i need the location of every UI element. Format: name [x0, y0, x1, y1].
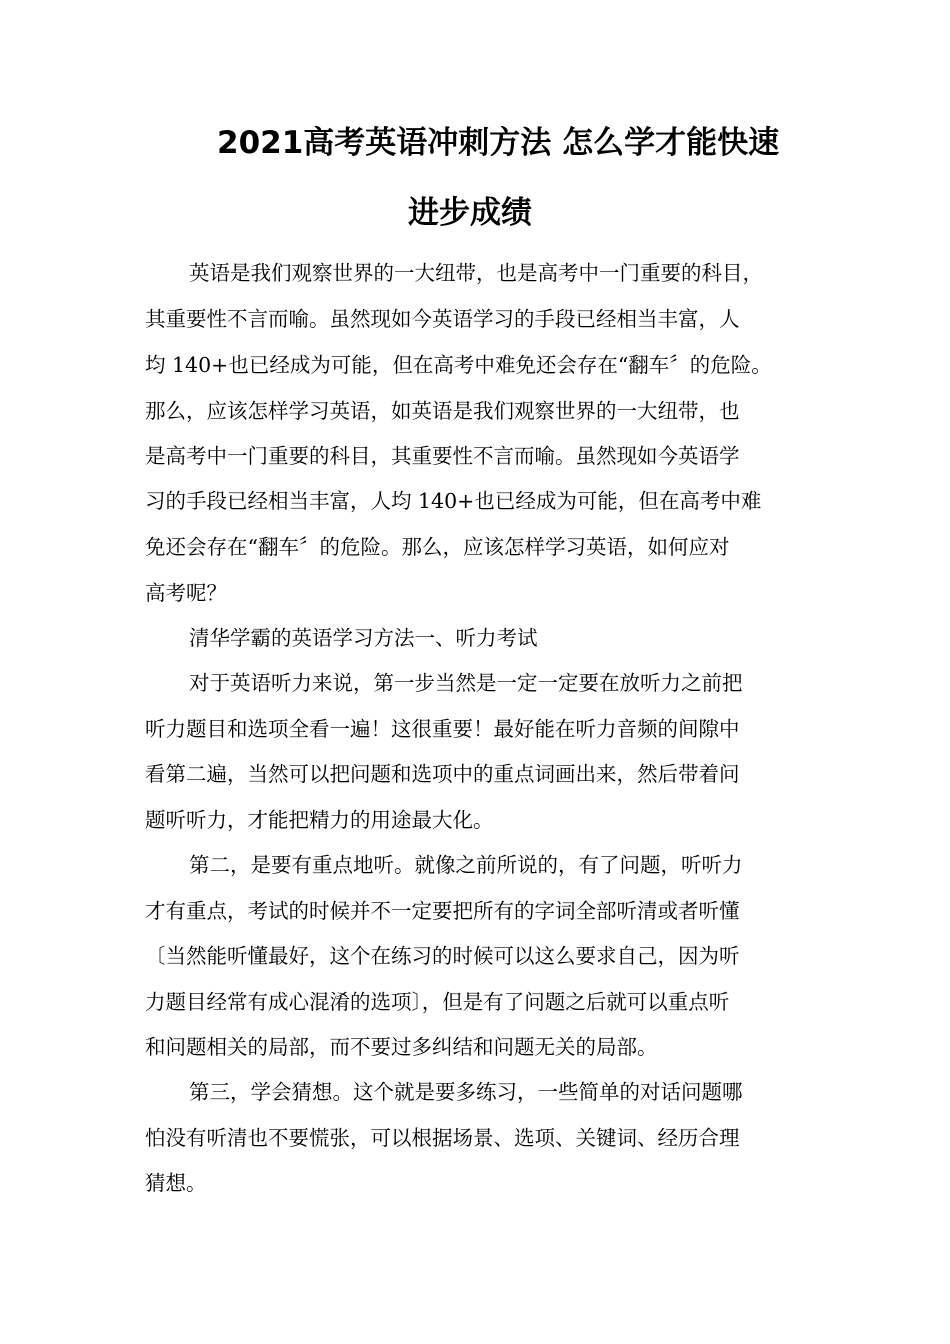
body-text-line: 习的手段已经相当丰富，人均 140+也已经成为可能，但在高考中难 — [145, 489, 762, 513]
section-heading: 清华学霸的英语学习方法一、听力考试 — [189, 626, 538, 650]
body-text-line: 怕没有听清也不要慌张，可以根据场景、选项、关键词、经历合理 — [145, 1126, 740, 1150]
body-text-line: 看第二遍，当然可以把问题和选项中的重点词画出来，然后带着问 — [145, 762, 740, 786]
body-text-line: 第二，是要有重点地听。就像之前所说的，有了问题，听听力 — [189, 853, 743, 877]
body-text-line: 听力题目和选项全看一遍！这很重要！最好能在听力音频的间隙中 — [145, 717, 740, 741]
body-text-line: 才有重点，考试的时候并不一定要把所有的字词全部听清或者听懂 — [145, 899, 740, 923]
body-text-line: 猜想。 — [145, 1171, 207, 1195]
body-text-line: 题听听力，才能把精力的用途最大化。 — [145, 808, 494, 832]
body-text-line: 力题目经常有成心混淆的选项〕，但是有了问题之后就可以重点听 — [145, 990, 730, 1014]
body-text-line: 是高考中一门重要的科目，其重要性不言而喻。虽然现如今英语学 — [145, 444, 740, 468]
body-text-line: 英语是我们观察世界的一大纽带，也是高考中一门重要的科目， — [189, 261, 763, 285]
body-text-line: 那么，应该怎样学习英语，如英语是我们观察世界的一大纽带，也 — [145, 399, 740, 423]
document-title-line-1: 2021高考英语冲刺方法 怎么学才能快速 — [217, 125, 780, 161]
body-text-line: 免还会存在“翻车〞的危险。那么，应该怎样学习英语，如何应对 — [145, 535, 730, 559]
document-title-line-2: 进步成绩 — [408, 195, 532, 231]
body-text-line: 其重要性不言而喻。虽然现如今英语学习的手段已经相当丰富，人 — [145, 307, 740, 331]
body-text-line: 对于英语听力来说，第一步当然是一定一定要在放听力之前把 — [189, 671, 743, 695]
body-text-line: 均 140+也已经成为可能，但在高考中难免还会存在“翻车〞的危险。 — [145, 353, 772, 377]
body-text-line: 第三，学会猜想。这个就是要多练习，一些简单的对话问题哪 — [189, 1080, 743, 1104]
body-text-line: 和问题相关的局部，而不要过多纠结和问题无关的局部。 — [145, 1035, 658, 1059]
body-text-line: 高考呢？ — [145, 581, 227, 605]
body-text-line: 〔当然能听懂最好，这个在练习的时候可以这么要求自己，因为听 — [145, 944, 740, 968]
